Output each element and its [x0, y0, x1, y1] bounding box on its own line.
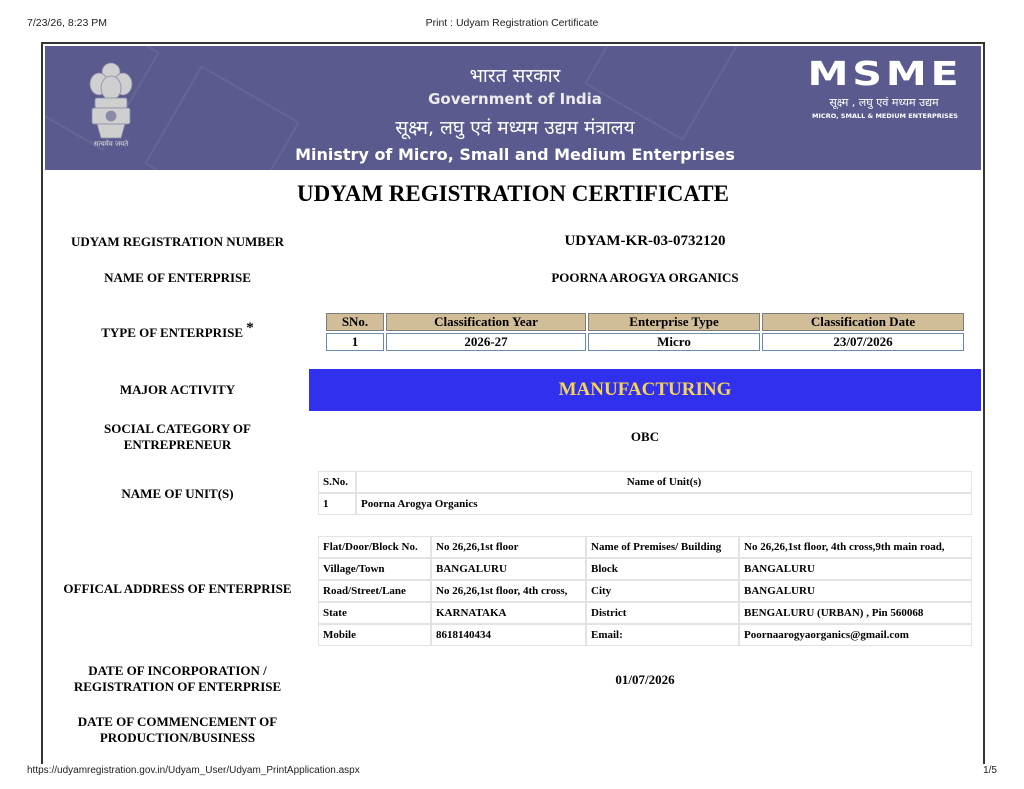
print-datetime: 7/23/26, 8:23 PM	[27, 17, 107, 29]
government-of-india-text: Government of India	[428, 90, 602, 108]
table-cell: Block	[586, 558, 739, 580]
table-cell: Poornaarogyaorganics@gmail.com	[739, 624, 972, 646]
enterprise-type-label-text: TYPE OF ENTERPRISE	[101, 325, 244, 340]
incorporation-label	[55, 663, 300, 695]
table-cell: 1	[326, 333, 384, 351]
table-cell: Email:	[586, 624, 739, 646]
table-cell: BANGALURU	[739, 558, 972, 580]
incorporation-date-value: 01/07/2026	[615, 672, 675, 687]
table-header-cell: S.No.	[318, 471, 356, 493]
commencement-label-line: DATE OF COMMENCEMENT OF	[77, 714, 278, 729]
certificate-title: UDYAM REGISTRATION CERTIFICATE	[296, 181, 729, 206]
social-category-value: OBC	[630, 429, 660, 444]
gov-banner	[45, 46, 981, 170]
commencement-label	[55, 714, 300, 746]
table-header-cell: SNo.	[326, 313, 384, 331]
table-row	[318, 602, 972, 624]
table-header-cell: Enterprise Type	[588, 313, 760, 331]
address-label: OFFICAL ADDRESS OF ENTERPRISE	[63, 581, 292, 596]
table-row	[318, 493, 972, 515]
print-header	[27, 17, 997, 31]
reg-number-value: UDYAM-KR-03-0732120	[564, 233, 726, 249]
table-cell: State	[318, 602, 431, 624]
emblem-motto: सत्यमेव जयते	[93, 140, 129, 148]
table-cell: District	[586, 602, 739, 624]
enterprise-type-table	[324, 311, 966, 353]
print-page-title: Print : Udyam Registration Certificate	[425, 17, 599, 29]
table-cell: Poorna Arogya Organics	[356, 493, 972, 515]
table-row	[326, 333, 964, 351]
table-row	[318, 624, 972, 646]
major-activity-label: MAJOR ACTIVITY	[119, 382, 236, 397]
table-cell: Name of Premises/ Building	[586, 536, 739, 558]
table-row	[318, 580, 972, 602]
table-row	[318, 558, 972, 580]
social-category-label	[55, 421, 300, 453]
address-table	[318, 536, 972, 646]
incorporation-label-line: DATE OF INCORPORATION /	[88, 663, 267, 678]
table-header-row	[326, 313, 964, 331]
table-cell: No 26,26,1st floor	[431, 536, 586, 558]
table-cell: 1	[318, 493, 356, 515]
table-cell: Micro	[588, 333, 760, 351]
table-cell: BANGALURU	[739, 580, 972, 602]
required-star: *	[246, 320, 254, 336]
msme-logo-hindi: सूक्ष्म , लघु एवं मध्यम उद्यम	[829, 96, 939, 109]
enterprise-name-label: NAME OF ENTERPRISE	[104, 270, 251, 285]
hindi-ministry-text: सूक्ष्म, लघु एवं मध्यम उद्यम मंत्रालय	[395, 117, 635, 139]
units-label: NAME OF UNIT(S)	[121, 486, 234, 501]
enterprise-name-value: POORNA AROGYA ORGANICS	[551, 270, 739, 285]
commencement-label-line: PRODUCTION/BUSINESS	[99, 730, 256, 745]
table-cell: Flat/Door/Block No.	[318, 536, 431, 558]
page-url: https://udyamregistration.gov.in/Udyam_User/Udyam_PrintApplication.aspx	[27, 765, 360, 776]
msme-logo-subtitle: MICRO, SMALL & MEDIUM ENTERPRISES	[812, 112, 958, 120]
table-cell: 23/07/2026	[762, 333, 964, 351]
table-header-cell: Name of Unit(s)	[356, 471, 972, 493]
table-header-cell: Classification Year	[386, 313, 586, 331]
reg-number-label: UDYAM REGISTRATION NUMBER	[70, 234, 285, 249]
msme-logo: MSME	[807, 54, 963, 93]
table-cell: Road/Street/Lane	[318, 580, 431, 602]
table-cell: No 26,26,1st floor, 4th cross,9th main road,	[739, 536, 972, 558]
table-cell: Mobile	[318, 624, 431, 646]
hindi-government-text: भारत सरकार	[469, 65, 561, 87]
table-header-row	[318, 471, 972, 493]
table-cell: Village/Town	[318, 558, 431, 580]
table-cell: No 26,26,1st floor, 4th cross,	[431, 580, 586, 602]
social-category-label-line: SOCIAL CATEGORY OF	[104, 421, 251, 436]
print-footer	[27, 765, 997, 779]
table-cell: KARNATAKA	[431, 602, 586, 624]
table-cell: BENGALURU (URBAN) , Pin 560068	[739, 602, 972, 624]
enterprise-type-label	[55, 320, 300, 341]
table-cell: City	[586, 580, 739, 602]
units-table	[318, 471, 972, 515]
incorporation-label-line: REGISTRATION OF ENTERPRISE	[73, 679, 282, 694]
ashoka-emblem-icon	[87, 62, 135, 152]
social-category-label-line: ENTREPRENEUR	[123, 437, 232, 452]
table-header-cell: Classification Date	[762, 313, 964, 331]
table-row	[318, 536, 972, 558]
table-cell: 2026-27	[386, 333, 586, 351]
page-number: 1/5	[983, 765, 997, 776]
table-cell: BANGALURU	[431, 558, 586, 580]
ministry-name-text: Ministry of Micro, Small and Medium Enterprises	[295, 145, 735, 164]
table-cell: 8618140434	[431, 624, 586, 646]
major-activity-value: MANUFACTURING	[309, 369, 981, 411]
